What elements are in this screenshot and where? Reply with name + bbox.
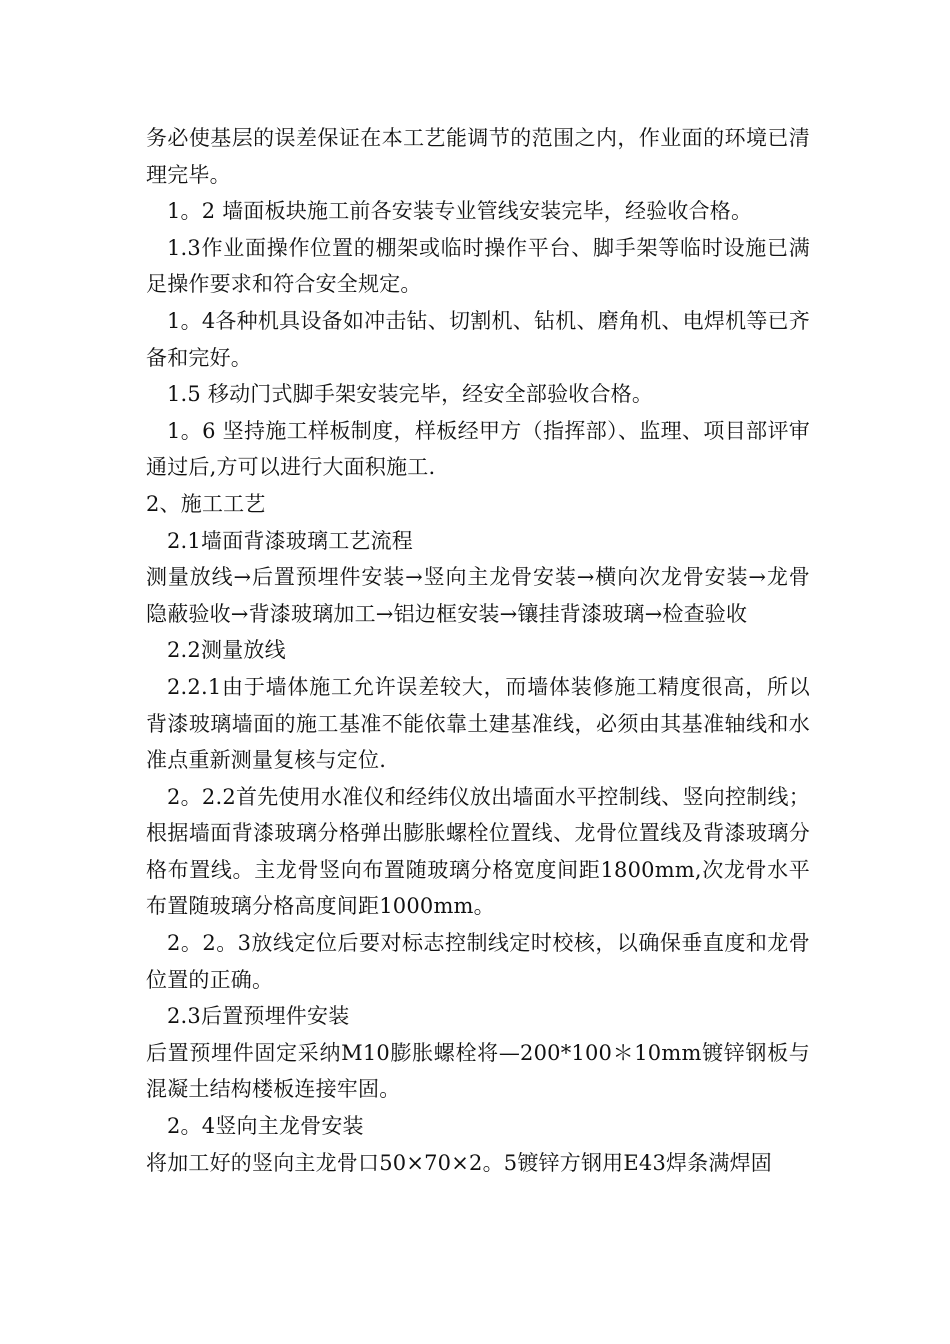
paragraph-1: 务必使基层的误差保证在本工艺能调节的范围之内，作业面的环境已清理完毕。: [146, 126, 810, 187]
subheading-2-1: 2.1墙面背漆玻璃工艺流程: [167, 528, 413, 553]
process-flow: 测量放线→后置预埋件安装→竖向主龙骨安装→横向次龙骨安装→龙骨隐蔽验收→背漆玻璃加工→铝边框安装→镶挂背漆玻璃→检查验收: [146, 565, 810, 626]
paragraph-2-3-body: 后置预埋件固定采纳M10膨胀螺栓将—200*100＊10mm镀锌钢板与混凝土结构楼板连接牢固。: [146, 1040, 810, 1102]
paragraph-2-2-3: 2。2。3放线定位后要对标志控制线定时校核，以确保垂直度和龙骨位置的正确。: [146, 931, 810, 992]
paragraph-3: 1.3作业面操作位置的棚架或临时操作平台、脚手架等临时设施已满足操作要求和符合安全规定。: [146, 235, 810, 297]
subheading-2-2: 2.2测量放线: [167, 638, 286, 663]
subheading-2-3: 2.3后置预埋件安装: [167, 1004, 350, 1029]
paragraph-2-2-2: 2。2.2首先使用水准仪和经纬仪放出墙面水平控制线、竖向控制线；根据墙面背漆玻璃分格弹出膨胀螺栓位置线、龙骨位置线及背漆玻璃分格布置线。主龙骨竖向布置随玻璃分格宽度间距1800mm,次龙骨水平布置随玻璃分格高度间距1000mm。: [146, 784, 810, 919]
document-body: [146, 120, 810, 1181]
subheading-2-4: 2。4竖向主龙骨安装: [167, 1114, 364, 1139]
paragraph-4: 1。4各种机具设备如冲击钻、切割机、钻机、磨角机、电焊机等已齐备和完好。: [146, 308, 810, 370]
paragraph-2-4-body: 将加工好的竖向主龙骨口50×70×2。5镀锌方钢用E43焊条满焊固: [146, 1150, 773, 1175]
paragraph-2-2-1: 2.2.1由于墙体施工允许误差较大，而墙体装修施工精度很高，所以背漆玻璃墙面的施工基准不能依靠土建基准线，必须由其基准轴线和水准点重新测量复核与定位.: [146, 674, 810, 773]
paragraph-6: 1。6 坚持施工样板制度，样板经甲方（指挥部）、监理、项目部评审通过后,方可以进行大面积施工.: [146, 418, 810, 480]
section-heading-2: 2、施工工艺: [146, 491, 266, 516]
paragraph-5: 1.5 移动门式脚手架安装完毕，经安全部验收合格。: [167, 382, 654, 407]
paragraph-2: 1。2 墙面板块施工前各安装专业管线安装完毕，经验收合格。: [167, 199, 753, 224]
